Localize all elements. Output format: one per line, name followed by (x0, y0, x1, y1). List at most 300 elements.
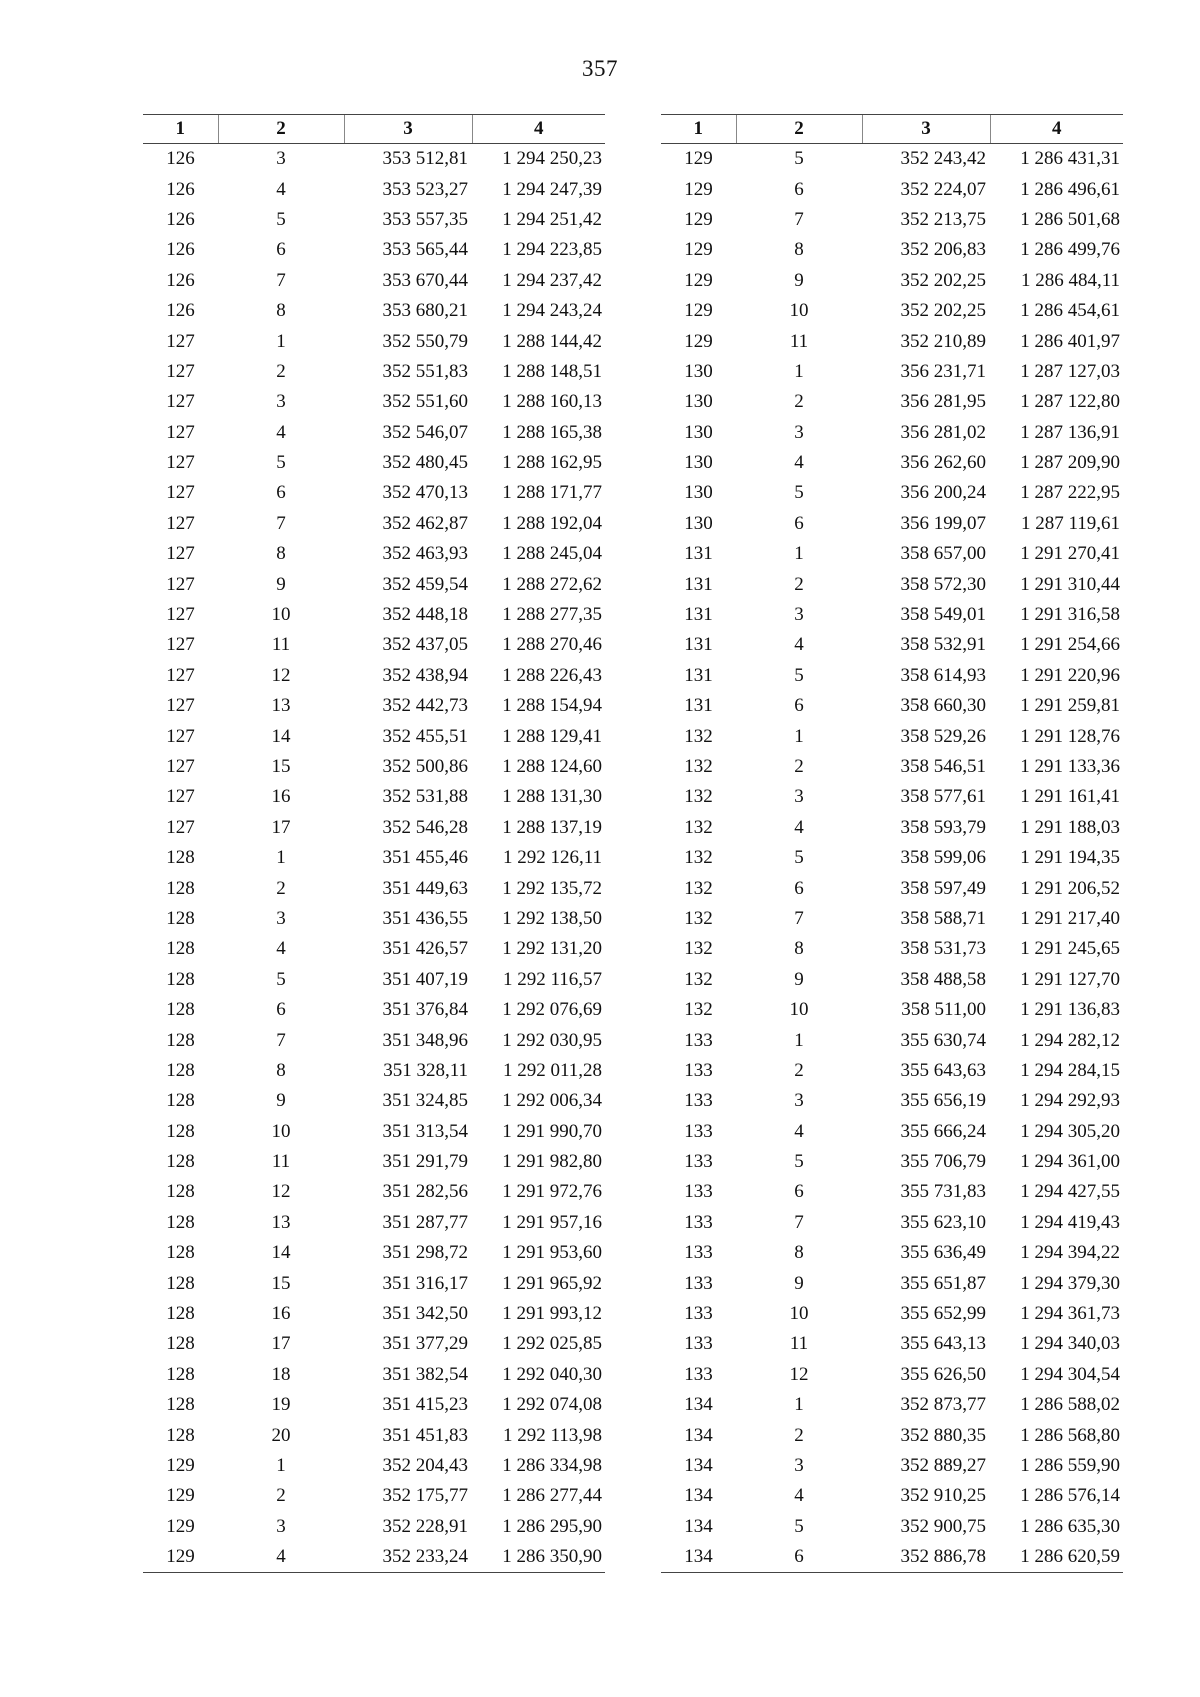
object-number-cell: 127 (166, 725, 195, 747)
x-coordinate-cell: 352 531,88 (382, 786, 468, 808)
table-row (661, 813, 1123, 843)
y-coordinate-cell: 1 292 116,57 (502, 968, 602, 990)
table-body (661, 144, 1123, 1573)
point-number-cell: 4 (276, 938, 286, 960)
y-coordinate-cell: 1 287 136,91 (1020, 421, 1120, 443)
object-number-cell: 127 (166, 543, 195, 565)
object-number-cell: 129 (684, 178, 713, 200)
point-number-cell: 11 (271, 634, 291, 656)
table-row (143, 1025, 605, 1055)
x-coordinate-cell: 351 377,29 (382, 1333, 468, 1355)
x-coordinate-cell: 352 551,83 (382, 360, 468, 382)
table-row (661, 448, 1123, 478)
y-coordinate-cell: 1 286 350,90 (472, 1542, 605, 1573)
object-number-cell: 128 (166, 968, 195, 990)
left-coordinates-table (143, 114, 605, 1573)
object-number-cell: 127 (166, 756, 195, 777)
y-coordinate-cell: 1 288 277,35 (502, 604, 602, 626)
point-number-cell: 8 (276, 300, 286, 322)
y-coordinate-cell: 1 292 138,50 (502, 907, 602, 929)
table-row (143, 661, 605, 691)
table-row (143, 1268, 605, 1298)
object-number-cell: 130 (684, 421, 713, 443)
x-coordinate-cell: 356 200,24 (900, 482, 986, 504)
x-coordinate-cell: 353 680,21 (382, 300, 468, 322)
x-coordinate-cell: 351 328,11 (383, 1059, 468, 1081)
y-coordinate-cell: 1 288 165,38 (502, 421, 602, 443)
y-coordinate-cell: 1 291 127,70 (1020, 968, 1120, 990)
object-number-cell: 128 (166, 999, 195, 1021)
table-row (143, 1086, 605, 1116)
point-number-cell: 2 (794, 756, 804, 777)
table-row (661, 326, 1123, 356)
x-coordinate-cell: 356 281,95 (900, 391, 986, 413)
y-coordinate-cell: 1 292 126,11 (502, 847, 602, 869)
point-number-cell: 9 (276, 573, 286, 595)
object-number-cell: 134 (661, 1542, 736, 1573)
x-coordinate-cell: 352 213,75 (900, 208, 986, 230)
point-number-cell: 7 (794, 208, 804, 230)
point-number-cell: 5 (794, 847, 804, 869)
table-row (661, 873, 1123, 903)
point-number-cell: 3 (276, 148, 286, 170)
point-number-cell: 15 (271, 756, 291, 777)
y-coordinate-cell: 1 294 304,54 (1020, 1363, 1120, 1385)
x-coordinate-cell: 352 243,42 (900, 148, 986, 170)
y-coordinate-cell: 1 291 259,81 (1020, 695, 1120, 717)
y-coordinate-cell: 1 294 427,55 (1020, 1181, 1120, 1203)
object-number-cell: 131 (684, 695, 713, 717)
x-coordinate-cell: 352 437,05 (382, 634, 468, 656)
y-coordinate-cell: 1 292 030,95 (502, 1029, 602, 1051)
y-coordinate-cell: 1 291 206,52 (1020, 877, 1120, 899)
table-row (661, 387, 1123, 417)
object-number-cell: 128 (166, 1242, 195, 1264)
table-row (661, 235, 1123, 265)
x-coordinate-cell: 352 900,75 (900, 1515, 986, 1537)
table-row (661, 1299, 1123, 1329)
y-coordinate-cell: 1 286 401,97 (1020, 330, 1120, 352)
y-coordinate-cell: 1 291 254,66 (1020, 634, 1120, 656)
x-coordinate-cell: 351 426,57 (382, 938, 468, 960)
object-number-cell: 128 (166, 1363, 195, 1385)
object-number-cell: 126 (166, 148, 195, 170)
point-number-cell: 7 (794, 1211, 804, 1233)
point-number-cell: 8 (794, 1242, 804, 1264)
y-coordinate-cell: 1 291 953,60 (502, 1242, 602, 1264)
x-coordinate-cell: 352 889,27 (900, 1454, 986, 1476)
x-coordinate-cell: 352 448,18 (382, 604, 468, 626)
object-number-cell: 129 (684, 269, 713, 291)
point-number-cell: 6 (794, 877, 804, 899)
x-coordinate-cell: 351 313,54 (382, 1120, 468, 1142)
y-coordinate-cell: 1 294 251,42 (502, 208, 602, 230)
point-number-cell: 2 (794, 1059, 804, 1081)
x-coordinate-cell: 351 415,23 (382, 1394, 468, 1416)
point-number-cell: 6 (794, 1181, 804, 1203)
y-coordinate-cell: 1 286 501,68 (1020, 208, 1120, 230)
point-number-cell: 5 (794, 148, 804, 170)
y-coordinate-cell: 1 294 282,12 (1020, 1029, 1120, 1051)
y-coordinate-cell: 1 286 496,61 (1020, 178, 1120, 200)
object-number-cell: 127 (166, 786, 195, 808)
point-number-cell: 5 (276, 208, 286, 230)
point-number-cell: 1 (276, 1454, 286, 1476)
point-number-cell: 15 (271, 1272, 291, 1294)
x-coordinate-cell: 358 532,91 (900, 634, 986, 656)
y-coordinate-cell: 1 286 559,90 (1020, 1454, 1120, 1476)
x-coordinate-cell: 358 577,61 (900, 786, 986, 808)
table-row (661, 600, 1123, 630)
point-number-cell: 5 (794, 482, 804, 504)
y-coordinate-cell: 1 292 074,08 (502, 1394, 602, 1416)
point-number-cell: 10 (271, 604, 291, 626)
point-number-cell: 4 (794, 1120, 804, 1142)
x-coordinate-cell: 352 880,35 (900, 1424, 986, 1446)
y-coordinate-cell: 1 288 124,60 (502, 756, 602, 777)
x-coordinate-cell: 352 202,25 (900, 269, 986, 291)
point-number-cell: 10 (789, 300, 809, 322)
table-row (143, 1147, 605, 1177)
object-number-cell: 133 (684, 1303, 713, 1325)
x-coordinate-cell: 352 463,93 (382, 543, 468, 565)
point-number-cell: 2 (276, 877, 286, 899)
y-coordinate-cell: 1 291 217,40 (1020, 907, 1120, 929)
point-number-cell: 13 (271, 1211, 291, 1233)
y-coordinate-cell: 1 294 247,39 (502, 178, 602, 200)
y-coordinate-cell: 1 292 011,28 (502, 1059, 602, 1081)
object-number-cell: 127 (166, 330, 195, 352)
table-row (143, 1299, 605, 1329)
x-coordinate-cell: 351 455,46 (382, 847, 468, 869)
point-number-cell: 2 (794, 573, 804, 595)
point-number-cell: 6 (794, 512, 804, 534)
table-row (661, 995, 1123, 1025)
table-row (661, 904, 1123, 934)
object-number-cell: 127 (166, 482, 195, 504)
x-coordinate-cell: 356 199,07 (900, 512, 986, 534)
x-coordinate-cell: 358 660,30 (900, 695, 986, 717)
object-number-cell: 133 (684, 1333, 713, 1355)
x-coordinate-cell: 351 451,83 (382, 1424, 468, 1446)
y-coordinate-cell: 1 291 990,70 (502, 1120, 602, 1142)
x-coordinate-cell: 358 549,01 (900, 604, 986, 626)
table-row (143, 721, 605, 751)
table-row (661, 296, 1123, 326)
object-number-cell: 132 (684, 816, 713, 838)
table-row (143, 1056, 605, 1086)
object-number-cell: 128 (166, 877, 195, 899)
point-number-cell: 2 (794, 1424, 804, 1446)
table-row (143, 296, 605, 326)
x-coordinate-cell: 352 204,43 (382, 1454, 468, 1476)
table-row (143, 478, 605, 508)
point-number-cell: 17 (271, 1333, 291, 1355)
right-coordinates-table (661, 114, 1123, 1573)
object-number-cell: 128 (166, 847, 195, 869)
point-number-cell: 5 (794, 1151, 804, 1173)
x-coordinate-cell: 352 910,25 (900, 1485, 986, 1507)
x-coordinate-cell: 355 623,10 (900, 1211, 986, 1233)
point-number-cell: 3 (794, 1090, 804, 1112)
y-coordinate-cell: 1 286 431,31 (1020, 148, 1120, 170)
point-number-cell: 6 (736, 1542, 862, 1573)
object-number-cell: 133 (684, 1090, 713, 1112)
x-coordinate-cell: 351 291,79 (382, 1151, 468, 1173)
table-row (143, 630, 605, 660)
object-number-cell: 133 (684, 1029, 713, 1051)
object-number-cell: 127 (166, 421, 195, 443)
point-number-cell: 6 (794, 695, 804, 717)
point-number-cell: 6 (276, 239, 286, 261)
point-number-cell: 8 (276, 543, 286, 565)
point-number-cell: 6 (794, 178, 804, 200)
y-coordinate-cell: 1 288 226,43 (502, 664, 602, 686)
y-coordinate-cell: 1 291 972,76 (502, 1181, 602, 1203)
table-row (143, 904, 605, 934)
y-coordinate-cell: 1 291 136,83 (1020, 999, 1120, 1021)
y-coordinate-cell: 1 291 316,58 (1020, 604, 1120, 626)
table-row (143, 1208, 605, 1238)
table-row (661, 478, 1123, 508)
point-number-cell: 11 (271, 1151, 291, 1173)
table-header (143, 115, 605, 144)
y-coordinate-cell: 1 288 154,94 (502, 695, 602, 717)
y-coordinate-cell: 1 288 129,41 (502, 725, 602, 747)
x-coordinate-cell: 351 342,50 (382, 1303, 468, 1325)
table-row (661, 357, 1123, 387)
header-row (661, 115, 1123, 144)
x-coordinate-cell: 352 546,07 (382, 421, 468, 443)
table-row (661, 1390, 1123, 1420)
object-number-cell: 133 (684, 1059, 713, 1081)
point-number-cell: 10 (789, 1303, 809, 1325)
x-coordinate-cell: 353 565,44 (382, 239, 468, 261)
table-row (661, 174, 1123, 204)
object-number-cell: 133 (684, 1151, 713, 1173)
point-number-cell: 9 (794, 269, 804, 291)
table-row (143, 813, 605, 843)
x-coordinate-cell: 352 224,07 (900, 178, 986, 200)
object-number-cell: 130 (684, 452, 713, 474)
table-row (661, 1542, 1123, 1573)
point-number-cell: 8 (794, 239, 804, 261)
point-number-cell: 1 (794, 543, 804, 565)
y-coordinate-cell: 1 287 122,80 (1020, 391, 1120, 413)
x-coordinate-cell: 358 614,93 (900, 664, 986, 686)
point-number-cell: 4 (218, 1542, 344, 1573)
x-coordinate-cell: 358 588,71 (900, 907, 986, 929)
y-coordinate-cell: 1 287 127,03 (1020, 360, 1120, 382)
table-header (661, 115, 1123, 144)
object-number-cell: 132 (684, 999, 713, 1021)
table-row (143, 357, 605, 387)
y-coordinate-cell: 1 294 284,15 (1020, 1059, 1120, 1081)
point-number-cell: 16 (271, 786, 291, 808)
point-number-cell: 9 (794, 1272, 804, 1294)
point-number-cell: 9 (794, 968, 804, 990)
table-row (143, 509, 605, 539)
table-row (661, 1117, 1123, 1147)
table-row (661, 1208, 1123, 1238)
x-coordinate-cell: 351 407,19 (382, 968, 468, 990)
object-number-cell: 128 (166, 1151, 195, 1173)
y-coordinate-cell: 1 288 192,04 (502, 512, 602, 534)
object-number-cell: 130 (684, 482, 713, 504)
object-number-cell: 129 (684, 208, 713, 230)
object-number-cell: 127 (166, 816, 195, 838)
x-coordinate-cell: 355 643,63 (900, 1059, 986, 1081)
y-coordinate-cell: 1 294 361,73 (1020, 1303, 1120, 1325)
y-coordinate-cell: 1 288 137,19 (502, 816, 602, 838)
table-row (661, 539, 1123, 569)
object-number-cell: 128 (166, 1272, 195, 1294)
y-coordinate-cell: 1 288 160,13 (502, 391, 602, 413)
point-number-cell: 3 (794, 786, 804, 808)
x-coordinate-cell: 352 873,77 (900, 1394, 986, 1416)
y-coordinate-cell: 1 287 209,90 (1020, 452, 1120, 474)
x-coordinate-cell: 358 599,06 (900, 847, 986, 869)
table-row (143, 1512, 605, 1542)
point-number-cell: 4 (276, 178, 286, 200)
table-row (143, 934, 605, 964)
point-number-cell: 1 (794, 360, 804, 382)
y-coordinate-cell: 1 288 131,30 (502, 786, 602, 808)
table-row (143, 144, 605, 175)
x-coordinate-cell: 355 643,13 (900, 1333, 986, 1355)
x-coordinate-cell: 356 262,60 (900, 452, 986, 474)
y-coordinate-cell: 1 291 188,03 (1020, 816, 1120, 838)
x-coordinate-cell: 352 233,24 (344, 1542, 472, 1573)
table-row (661, 1238, 1123, 1268)
x-coordinate-cell: 358 593,79 (900, 816, 986, 838)
x-coordinate-cell: 355 656,19 (900, 1090, 986, 1112)
y-coordinate-cell: 1 294 305,20 (1020, 1120, 1120, 1142)
table-row (661, 1420, 1123, 1450)
object-number-cell: 134 (684, 1485, 713, 1507)
object-number-cell: 133 (684, 1211, 713, 1233)
table-row (661, 965, 1123, 995)
y-coordinate-cell: 1 294 379,30 (1020, 1272, 1120, 1294)
y-coordinate-cell: 1 292 040,30 (502, 1363, 602, 1385)
point-number-cell: 8 (276, 1059, 286, 1081)
y-coordinate-cell: 1 288 270,46 (502, 634, 602, 656)
header-col-3: 3 (344, 115, 472, 144)
point-number-cell: 5 (276, 968, 286, 990)
point-number-cell: 3 (276, 391, 286, 413)
table-row (143, 965, 605, 995)
y-coordinate-cell: 1 288 148,51 (502, 360, 602, 382)
x-coordinate-cell: 352 500,86 (382, 756, 468, 777)
x-coordinate-cell: 352 551,60 (382, 391, 468, 413)
y-coordinate-cell: 1 291 128,76 (1020, 725, 1120, 747)
table-row (143, 1390, 605, 1420)
x-coordinate-cell: 358 657,00 (900, 543, 986, 565)
header-col-2: 2 (218, 115, 344, 144)
point-number-cell: 17 (271, 816, 291, 838)
x-coordinate-cell: 355 666,24 (900, 1120, 986, 1142)
object-number-cell: 132 (684, 756, 713, 777)
object-number-cell: 127 (166, 360, 195, 382)
x-coordinate-cell: 358 546,51 (900, 756, 986, 777)
x-coordinate-cell: 358 597,49 (900, 877, 986, 899)
header-col-1: 1 (661, 115, 736, 144)
y-coordinate-cell: 1 286 334,98 (502, 1454, 602, 1476)
x-coordinate-cell: 352 455,51 (382, 725, 468, 747)
y-coordinate-cell: 1 286 588,02 (1020, 1394, 1120, 1416)
x-coordinate-cell: 351 298,72 (382, 1242, 468, 1264)
y-coordinate-cell: 1 291 133,36 (1020, 756, 1120, 777)
y-coordinate-cell: 1 292 135,72 (502, 877, 602, 899)
object-number-cell: 129 (166, 1485, 195, 1507)
table-row (661, 630, 1123, 660)
object-number-cell: 131 (684, 604, 713, 626)
y-coordinate-cell: 1 291 982,80 (502, 1151, 602, 1173)
point-number-cell: 3 (276, 907, 286, 929)
x-coordinate-cell: 353 523,27 (382, 178, 468, 200)
table-row (661, 1360, 1123, 1390)
point-number-cell: 20 (271, 1424, 291, 1446)
point-number-cell: 10 (271, 1120, 291, 1142)
table-row (143, 600, 605, 630)
point-number-cell: 6 (276, 999, 286, 1021)
y-coordinate-cell: 1 294 292,93 (1020, 1090, 1120, 1112)
table-row (661, 934, 1123, 964)
table-row (661, 1268, 1123, 1298)
x-coordinate-cell: 351 376,84 (382, 999, 468, 1021)
x-coordinate-cell: 352 442,73 (382, 695, 468, 717)
table-row (143, 843, 605, 873)
object-number-cell: 128 (166, 1090, 195, 1112)
table-row (143, 266, 605, 296)
object-number-cell: 128 (166, 1424, 195, 1446)
table-body (143, 144, 605, 1573)
table-row (143, 539, 605, 569)
table-row (661, 509, 1123, 539)
x-coordinate-cell: 352 438,94 (382, 664, 468, 686)
object-number-cell: 127 (166, 391, 195, 413)
y-coordinate-cell: 1 291 310,44 (1020, 573, 1120, 595)
point-number-cell: 13 (271, 695, 291, 717)
y-coordinate-cell: 1 292 131,20 (502, 938, 602, 960)
header-col-4: 4 (990, 115, 1123, 144)
y-coordinate-cell: 1 286 576,14 (1020, 1485, 1120, 1507)
x-coordinate-cell: 355 731,83 (900, 1181, 986, 1203)
point-number-cell: 2 (276, 1485, 286, 1507)
table-row (143, 569, 605, 599)
object-number-cell: 134 (684, 1424, 713, 1446)
point-number-cell: 3 (794, 1454, 804, 1476)
object-number-cell: 126 (166, 208, 195, 230)
object-number-cell: 132 (684, 907, 713, 929)
point-number-cell: 12 (271, 1181, 291, 1203)
y-coordinate-cell: 1 288 162,95 (502, 452, 602, 474)
object-number-cell: 133 (684, 1181, 713, 1203)
object-number-cell: 126 (166, 269, 195, 291)
x-coordinate-cell: 351 382,54 (382, 1363, 468, 1385)
object-number-cell: 134 (684, 1515, 713, 1537)
header-col-2: 2 (736, 115, 862, 144)
object-number-cell: 133 (684, 1242, 713, 1264)
y-coordinate-cell: 1 294 223,85 (502, 239, 602, 261)
point-number-cell: 7 (794, 907, 804, 929)
y-coordinate-cell: 1 292 025,85 (502, 1333, 602, 1355)
y-coordinate-cell: 1 291 194,35 (1020, 847, 1120, 869)
table-row (143, 782, 605, 812)
point-number-cell: 9 (276, 1090, 286, 1112)
point-number-cell: 19 (271, 1394, 291, 1416)
y-coordinate-cell: 1 292 006,34 (502, 1090, 602, 1112)
